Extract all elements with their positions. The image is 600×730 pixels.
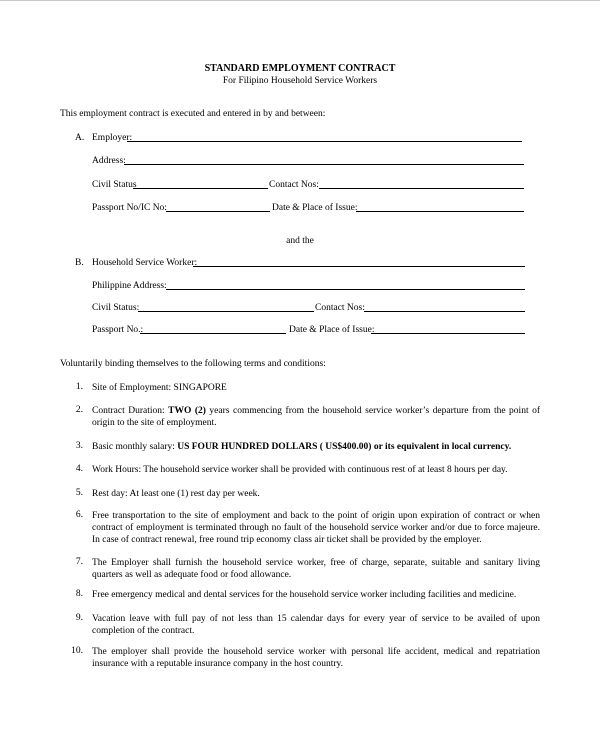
term-number: 7. <box>75 557 83 567</box>
term-contract-duration-suffix: years commencing from the household service worker’s departure from the point of origin to the site of employment. <box>92 406 540 428</box>
term-rest-day: Rest day: At least one (1) rest day per week. <box>92 489 260 499</box>
term-number: 10. <box>71 646 83 656</box>
worker-contact-label: Contact Nos: <box>315 303 365 313</box>
worker-letter: B. <box>75 258 84 268</box>
page-title: STANDARD EMPLOYMENT CONTRACT <box>204 63 396 74</box>
worker-date-place-label: Date & Place of Issue: <box>289 325 375 335</box>
term-contract-duration-bold: TWO (2) <box>168 406 206 416</box>
employer-passport-line[interactable] <box>166 211 270 212</box>
page-subtitle: For Filipino Household Service Workers <box>222 76 378 86</box>
employer-letter: A. <box>75 133 85 143</box>
term-living-quarters: The Employer shall furnish the household service worker, free of charge, separate, suitable and sanitary living quarters as well as adequate food or food allowance. <box>92 558 540 580</box>
worker-civil-status-label: Civil Status: <box>92 303 140 313</box>
term-number: 9. <box>75 613 83 623</box>
worker-passport-line[interactable] <box>140 333 286 334</box>
employer-address-label: Address: <box>92 156 126 166</box>
term-vacation-leave: Vacation leave with full pay of not less than 15 calendar days for every year of service to be availed of upon completion of the contract. <box>92 614 540 636</box>
employer-contact-line[interactable] <box>319 188 524 189</box>
employer-address-line[interactable] <box>124 164 524 165</box>
employer-contact-label: Contact Nos: <box>269 180 319 190</box>
and-the-text: and the <box>286 236 314 246</box>
employer-date-place-label: Date & Place of Issue: <box>272 203 358 213</box>
term-free-transportation: Free transportation to the site of employment and back to the point of origin upon expiration of contract or when contract of employment is terminated through no fault of the household service worker and/or due to force majeure. In case of contract renewal, free round trip economy class air ticket shall be provided by the employer. <box>92 511 540 545</box>
term-contract-duration-prefix: Contract Duration: <box>92 406 169 416</box>
worker-civil-status-line[interactable] <box>138 311 314 312</box>
term-work-hours: Work Hours: The household service worker shall be provided with continuous rest of at least 8 hours per day. <box>92 465 508 475</box>
term-number: 1. <box>75 382 83 392</box>
term-number: 3. <box>75 441 83 451</box>
term-number: 8. <box>75 589 83 599</box>
term-insurance: The employer shall provide the household service worker with personal life accident, medical and repatriation insurance with a reputable insurance company in the host country. <box>92 647 540 669</box>
term-medical-services: Free emergency medical and dental services for the household service worker including facilities and medicine. <box>92 590 517 600</box>
worker-address-line[interactable] <box>166 289 525 290</box>
worker-address-label: Philippine Address: <box>92 281 167 291</box>
term-number: 2. <box>75 405 83 415</box>
term-number: 4. <box>75 464 83 474</box>
employer-passport-label: Passport No/IC No: <box>92 203 167 213</box>
employer-label: Employer: <box>92 133 133 143</box>
terms-intro: Voluntarily binding themselves to the following terms and conditions: <box>60 359 326 369</box>
term-number: 6. <box>75 510 83 520</box>
term-basic-salary <box>92 441 540 453</box>
intro-text: This employment contract is executed and entered in by and between: <box>60 109 326 119</box>
worker-date-place-line[interactable] <box>371 333 525 334</box>
employer-civil-status-label: Civil Status <box>92 180 137 190</box>
worker-passport-label: Passport No.: <box>92 325 144 335</box>
worker-field-line[interactable] <box>193 266 525 267</box>
term-site-of-employment: Site of Employment: SINGAPORE <box>92 383 227 393</box>
term-basic-salary-prefix: Basic monthly salary: <box>92 442 178 452</box>
term-basic-salary-bold: US FOUR HUNDRED DOLLARS ( US$400.00) or its equivalent in local currency. <box>177 442 512 452</box>
worker-contact-line[interactable] <box>364 311 525 312</box>
employer-field-line[interactable] <box>127 141 522 142</box>
term-contract-duration <box>92 405 540 429</box>
employer-date-place-line[interactable] <box>356 211 524 212</box>
employer-civil-status-line[interactable] <box>133 188 268 189</box>
term-number: 5. <box>75 488 83 498</box>
worker-label: Household Service Worker: <box>92 258 198 268</box>
